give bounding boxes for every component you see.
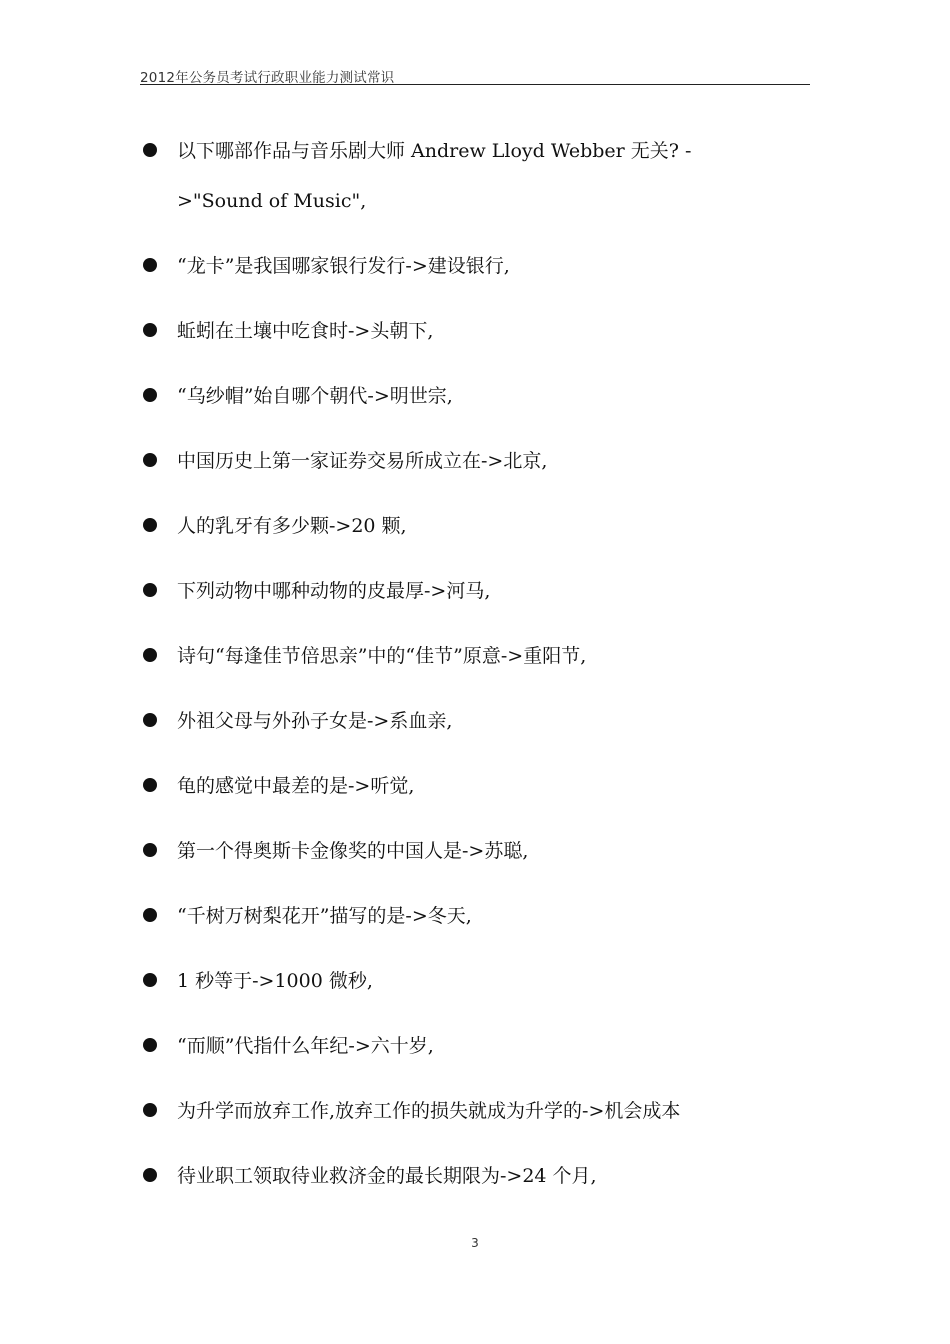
list-item: [140, 761, 820, 811]
list-item: [140, 891, 820, 941]
item-text: “而顺”代指什么年纪->六十岁,: [177, 1035, 434, 1057]
bullet-icon: [143, 1103, 157, 1117]
bullet-icon: [143, 1168, 157, 1182]
item-text: 蚯蚓在土壤中吃食时->头朝下,: [177, 320, 434, 342]
list-item: [140, 631, 820, 681]
item-text: 诗句“每逢佳节倍思亲”中的“佳节”原意->重阳节,: [177, 645, 587, 667]
bullet-icon: [143, 908, 157, 922]
list-item: [140, 1086, 820, 1136]
list-item: [140, 371, 820, 421]
list-item: [140, 696, 820, 746]
item-text: 龟的感觉中最差的是->听觉,: [177, 775, 415, 797]
list-item: [140, 1151, 820, 1201]
item-text: “乌纱帽”始自哪个朝代->明世宗,: [177, 385, 453, 407]
page-header: [140, 62, 810, 85]
list-item: [140, 126, 777, 226]
bullet-icon: [143, 453, 157, 467]
list-item: [140, 501, 820, 551]
item-text: 待业职工领取待业救济金的最长期限为->24 个月,: [177, 1165, 597, 1187]
question-list: [140, 126, 820, 1216]
item-text: 第一个得奥斯卡金像奖的中国人是->苏聪,: [177, 840, 529, 862]
list-item: [140, 306, 820, 356]
bullet-icon: [143, 583, 157, 597]
page-number: 3: [471, 1236, 479, 1250]
bullet-icon: [143, 778, 157, 792]
bullet-icon: [143, 258, 157, 272]
item-text: “千树万树梨花开”描写的是->冬天,: [177, 905, 472, 927]
bullet-icon: [143, 1038, 157, 1052]
list-item: [140, 826, 820, 876]
item-text: 以下哪部作品与音乐剧大师 Andrew Lloyd Webber 无关? ->"Sound of Music",: [177, 140, 692, 212]
item-text: 中国历史上第一家证券交易所成立在->北京,: [177, 450, 548, 472]
item-text: 人的乳牙有多少颗->20 颗,: [177, 515, 407, 537]
list-item: [140, 436, 820, 486]
list-item: [140, 566, 820, 616]
header-title: 2012年公务员考试行政职业能力测试常识: [140, 70, 395, 86]
bullet-icon: [143, 713, 157, 727]
bullet-icon: [143, 388, 157, 402]
bullet-icon: [143, 143, 157, 157]
item-text: 外祖父母与外孙子女是->系血亲,: [177, 710, 453, 732]
list-item: [140, 241, 820, 291]
bullet-icon: [143, 843, 157, 857]
bullet-icon: [143, 648, 157, 662]
list-item: [140, 956, 820, 1006]
item-text: 1 秒等于->1000 微秒,: [177, 970, 373, 992]
bullet-icon: [143, 973, 157, 987]
item-text: 下列动物中哪种动物的皮最厚->河马,: [177, 580, 491, 602]
item-text: 为升学而放弃工作,放弃工作的损失就成为升学的->机会成本: [177, 1100, 681, 1122]
list-item: [140, 1021, 820, 1071]
bullet-icon: [143, 518, 157, 532]
item-text: “龙卡”是我国哪家银行发行->建设银行,: [177, 255, 510, 277]
bullet-icon: [143, 323, 157, 337]
